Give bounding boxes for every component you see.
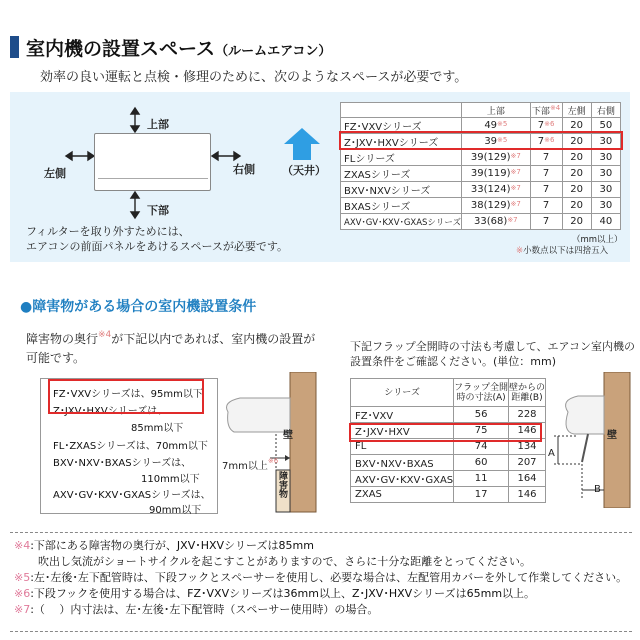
table-cell: 11: [454, 471, 509, 487]
obstacle-heading: ●障害物がある場合の室内機設置条件: [20, 299, 257, 315]
list-item: AXV･GV･KXV･GXASシリーズは、: [53, 490, 211, 501]
footnote-6: ※6:下段フックを使用する場合は、FZ･VXVシリーズは36mm以上、Z･JXV･HXVシリーズは65mm以上。: [14, 587, 536, 600]
footnote-5: ※5:左･左後･左下配管時は、下段フックとスペーサーを使用し、必要な場合は、左配管用カバーを外して作業してください。: [14, 571, 628, 584]
table-cell: 20: [562, 214, 591, 229]
top-label: 上部: [147, 118, 169, 131]
table-cell: 20: [562, 118, 591, 134]
obstacle-illustration: [220, 372, 340, 522]
list-item: FZ･VXVシリーズは、95mm以下: [53, 389, 203, 400]
filter-note: [26, 224, 288, 254]
table-cell: 7: [530, 214, 562, 229]
table-cell: Z･JXV･HXVシリーズ: [341, 134, 462, 150]
table-cell: BXV･NXV･BXAS: [351, 455, 454, 471]
table-header-cell: 上部: [462, 103, 531, 118]
list-item: 110mm以下: [141, 474, 200, 485]
label-b: B: [594, 484, 601, 495]
page-title: 室内機の設置スペース（ルームエアコン）: [26, 38, 332, 60]
table-cell: FZ･VXVシリーズ: [341, 118, 462, 134]
table-row: [341, 198, 621, 214]
table-cell: 60: [454, 455, 509, 471]
table-cell: 20: [562, 166, 591, 182]
flap-text-line1: 下記フラップ全開時の寸法も考慮して、エアコン室内機の: [350, 340, 636, 353]
table-cell: 7: [530, 198, 562, 214]
table-header-row: [341, 103, 621, 118]
table-row: [351, 487, 546, 503]
footnote-7: ※7:（ ）内寸法は、左･左後･左下配管時（スペーサー使用時）の場合。: [14, 603, 379, 616]
table-cell: 56: [454, 407, 509, 423]
table-row: [341, 182, 621, 198]
table-cell: 39$^{※5}$: [462, 134, 531, 150]
table-header-cell: 左側: [562, 103, 591, 118]
table-header-cell: 壁からの 距離(B): [509, 379, 546, 407]
obstacle-text-line1: 障害物の奥行$^{※4}$が下記以内であれば、室内機の設置が: [26, 330, 316, 346]
table-row: [341, 150, 621, 166]
table-cell: $33(124)^{※7}$: [462, 182, 531, 198]
unit-note: （mm以上）: [572, 235, 623, 245]
table-cell: 164: [509, 471, 546, 487]
flap-wall-label: 壁: [607, 430, 617, 441]
round-note: ※小数点以下は四捨五入: [516, 246, 609, 256]
table-cell: 49$^{※5}$: [462, 118, 531, 134]
title-accent-bar: [10, 36, 19, 58]
list-item: Z･JXV･HXVシリーズは、: [53, 406, 168, 417]
table-cell: 20: [562, 182, 591, 198]
list-item: 90mm以下: [149, 505, 202, 516]
left-label: 左側: [44, 167, 66, 180]
table-cell: 146: [509, 487, 546, 503]
table-row: [341, 166, 621, 182]
table-cell: BXV･NXVシリーズ: [341, 182, 462, 198]
table-cell: 7: [530, 150, 562, 166]
table-cell: $33(68)^{※7}$: [462, 214, 531, 229]
footnote-4: ※4:下部にある障害物の奥行が、JXV･HXVシリーズは85mm: [14, 539, 314, 552]
table-cell: Z･JXV･HXV: [351, 423, 454, 439]
ceiling-label: （天井）: [282, 164, 326, 177]
table-header-cell: シリーズ: [351, 379, 454, 407]
obstacle-text-line2: 可能です。: [26, 351, 86, 365]
table-cell: 20: [562, 150, 591, 166]
table-cell: 20: [562, 134, 591, 150]
obstacle-label: 障害物: [277, 471, 287, 498]
table-cell: AXV･GV･KXV･GXASシリーズ: [341, 214, 462, 229]
table-header-cell: フラップ全開 時の寸法(A): [454, 379, 509, 407]
table-row: [351, 407, 546, 423]
table-cell: 30: [591, 150, 620, 166]
page-title-sub: （ルームエアコン）: [215, 44, 332, 59]
highlight-z-jxv-hxv-flap-row: [349, 423, 542, 442]
table-cell: 7: [530, 182, 562, 198]
highlight-obstacle-list: [48, 379, 204, 414]
table-cell: FLシリーズ: [341, 150, 462, 166]
indoor-unit-illustration: [94, 133, 211, 191]
table-cell: 30: [591, 134, 620, 150]
table-cell: 40: [591, 214, 620, 229]
table-row: [341, 214, 621, 229]
table-cell: 7$^{※6}$: [530, 134, 562, 150]
table-cell: 207: [509, 455, 546, 471]
space-table: [340, 102, 621, 230]
table-cell: 228: [509, 407, 546, 423]
table-cell: 75: [454, 423, 509, 439]
table-cell: ZXASシリーズ: [341, 166, 462, 182]
unit-vent-line: [98, 178, 208, 179]
ceiling-arrow-icon: [284, 128, 320, 160]
flap-dimension-diagram: [548, 372, 632, 508]
table-row: [351, 471, 546, 487]
table-cell: ZXAS: [351, 487, 454, 503]
bottom-label: 下部: [147, 204, 169, 217]
footnote-4b: 吹出し気流がショートサイクルを起こすことがありますので、さらに十分な距離をとってください。: [38, 555, 532, 568]
table-cell: AXV･GV･KXV･GXAS: [351, 471, 454, 487]
table-cell: 7: [530, 166, 562, 182]
list-item: 85mm以下: [131, 423, 184, 434]
table-cell: FZ･VXV: [351, 407, 454, 423]
table-cell: 30: [591, 198, 620, 214]
min-gap-label: 7mm以上$^{※6}$: [222, 457, 279, 472]
label-a: A: [548, 448, 555, 459]
wall-label: 壁: [283, 430, 293, 441]
table-header-cell: 下部$^{※4}$: [531, 103, 561, 117]
table-cell: $38(129)^{※7}$: [462, 198, 531, 214]
right-label: 右側: [233, 163, 255, 176]
table-cell: 20: [562, 198, 591, 214]
table-header-cell: [341, 103, 462, 118]
table-cell: 74: [454, 439, 509, 455]
table-row: [351, 455, 546, 471]
intro-text: 効率の良い運転と点検・修理のために、次のようなスペースが必要です。: [40, 70, 468, 85]
table-cell: 30: [591, 182, 620, 198]
table-cell: 7$^{※6}$: [530, 118, 562, 134]
table-cell: 50: [591, 118, 620, 134]
table-cell: 146: [509, 423, 546, 439]
filter-note-line2: エアコンの前面パネルをあけるスペースが必要です。: [26, 240, 289, 253]
table-cell: 30: [591, 166, 620, 182]
footnotes: [10, 532, 632, 632]
table-cell: $39(119)^{※7}$: [462, 166, 531, 182]
table-cell: $39(129)^{※7}$: [462, 150, 531, 166]
filter-note-line1: フィルターを取り外すためには、: [26, 225, 190, 238]
flap-text-line2: 設置条件をご確認ください。(単位：mm): [350, 355, 557, 368]
table-cell: 17: [454, 487, 509, 503]
table-header-cell: 右側: [591, 103, 620, 118]
table-cell: FL: [351, 439, 454, 455]
highlight-z-jxv-hxv-row: [339, 131, 623, 150]
list-item: BXV･NXV･BXASシリーズは、: [53, 458, 192, 469]
table-cell: 134: [509, 439, 546, 455]
table-header-row: [351, 379, 546, 407]
table-cell: BXASシリーズ: [341, 198, 462, 214]
list-item: FL･ZXASシリーズは、70mm以下: [53, 441, 208, 452]
